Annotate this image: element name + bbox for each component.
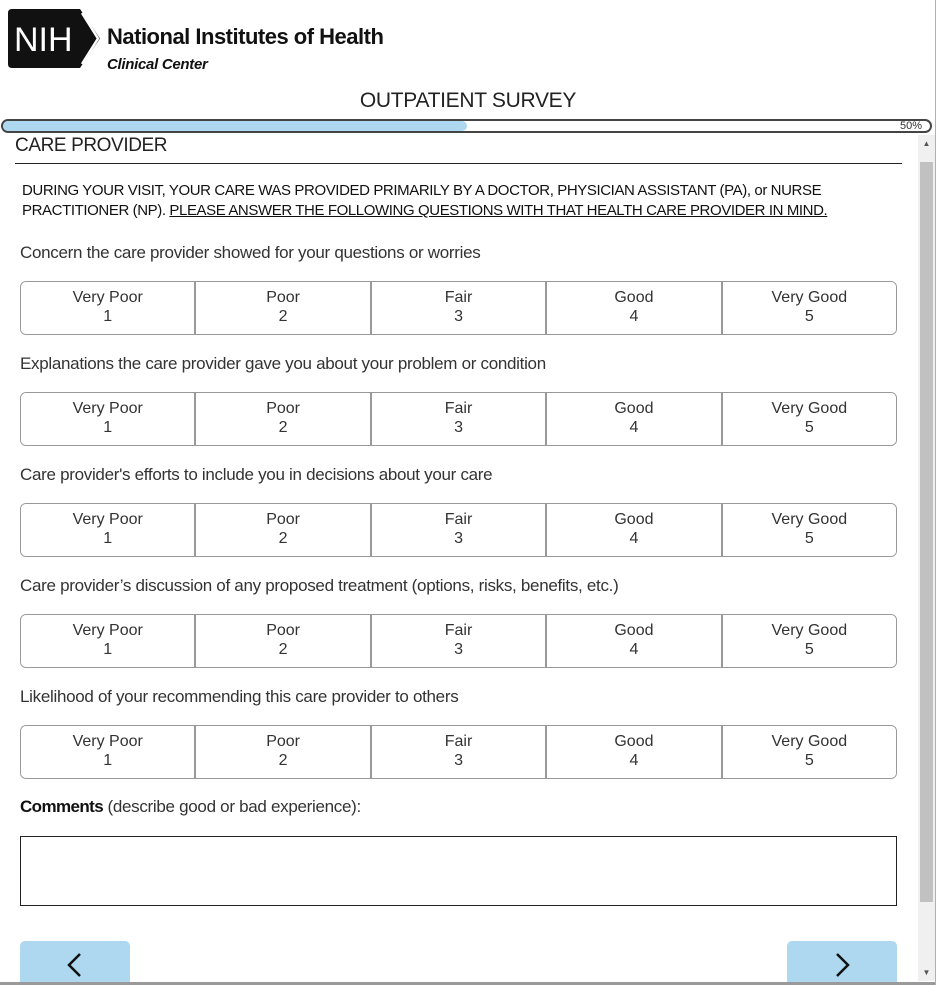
rating-option[interactable] bbox=[21, 504, 196, 556]
rating-option-value: 2 bbox=[278, 308, 288, 325]
org-sub: Clinical Center bbox=[107, 56, 208, 73]
rating-option-label: Fair bbox=[444, 622, 473, 639]
rating-option-value: 2 bbox=[278, 641, 288, 658]
header bbox=[0, 0, 936, 120]
rating-option-value: 5 bbox=[804, 530, 814, 547]
rating-option-label: Good bbox=[614, 511, 654, 528]
rating-option-value: 3 bbox=[454, 308, 463, 325]
rating-option-value: 1 bbox=[103, 641, 113, 658]
rating-option[interactable] bbox=[547, 282, 722, 334]
rating-option-label: Fair bbox=[444, 400, 473, 417]
rating-option-value: 5 bbox=[804, 641, 814, 658]
rating-option-label: Fair bbox=[444, 733, 473, 750]
rating-option-label: Very Good bbox=[771, 622, 848, 639]
rating-option-label: Very Good bbox=[771, 400, 848, 417]
rating-option-label: Fair bbox=[444, 511, 473, 528]
rating-option[interactable] bbox=[372, 282, 547, 334]
section-divider bbox=[15, 163, 902, 164]
rating-option-value: 5 bbox=[804, 419, 814, 436]
rating-option[interactable] bbox=[372, 504, 547, 556]
question-text: Explanations the care provider gave you about your problem or condition bbox=[20, 354, 546, 373]
previous-button[interactable] bbox=[20, 941, 130, 982]
question-text: Concern the care provider showed for your questions or worries bbox=[20, 243, 481, 262]
instructions bbox=[22, 181, 902, 221]
rating-option[interactable] bbox=[723, 726, 896, 778]
org-name: National Institutes of Health bbox=[107, 24, 384, 49]
rating-option-label: Very Poor bbox=[72, 400, 143, 417]
comments-label bbox=[20, 797, 361, 817]
rating-option[interactable] bbox=[547, 615, 722, 667]
rating-option-value: 2 bbox=[278, 419, 288, 436]
rating-option[interactable] bbox=[372, 726, 547, 778]
rating-option-value: 3 bbox=[454, 530, 463, 547]
rating-option-value: 1 bbox=[103, 419, 113, 436]
scrollbar-thumb[interactable] bbox=[920, 162, 933, 902]
instructions-text: DURING YOUR VISIT, YOUR CARE WAS PROVIDED PRIMARILY BY A DOCTOR, PHYSICIAN ASSISTANT (PA), or NURSE PRACTITIONER (NP). bbox=[22, 182, 822, 219]
rating-option-label: Good bbox=[614, 733, 654, 750]
rating-option[interactable] bbox=[196, 282, 371, 334]
rating-option-label: Poor bbox=[266, 511, 300, 528]
question-text: Care provider’s discussion of any proposed treatment (options, risks, benefits, etc.) bbox=[20, 576, 619, 595]
rating-option-label: Very Poor bbox=[72, 622, 143, 639]
rating-option[interactable] bbox=[21, 282, 196, 334]
rating-option-label: Very Good bbox=[771, 511, 848, 528]
scrollbar[interactable] bbox=[918, 135, 935, 981]
next-button[interactable] bbox=[787, 941, 897, 982]
rating-option-label: Very Good bbox=[771, 289, 848, 306]
progress-fill bbox=[3, 121, 467, 131]
rating-option[interactable] bbox=[21, 615, 196, 667]
rating-scale bbox=[20, 281, 897, 335]
rating-option-label: Poor bbox=[266, 733, 300, 750]
rating-option-label: Good bbox=[614, 622, 654, 639]
rating-option-value: 4 bbox=[629, 308, 639, 325]
page-title: OUTPATIENT SURVEY bbox=[359, 89, 577, 112]
rating-option[interactable] bbox=[547, 504, 722, 556]
section-title: CARE PROVIDER bbox=[15, 135, 168, 156]
instructions-emphasis: PLEASE ANSWER THE FOLLOWING QUESTIONS WITH THAT HEALTH CARE PROVIDER IN MIND. bbox=[169, 202, 828, 219]
rating-scale bbox=[20, 614, 897, 668]
rating-option[interactable] bbox=[372, 393, 547, 445]
rating-option-value: 4 bbox=[629, 419, 639, 436]
comments-label-bold: Comments bbox=[20, 797, 104, 816]
rating-option[interactable] bbox=[196, 393, 371, 445]
chevron-right-icon bbox=[832, 951, 852, 979]
logo-abbrev: NIH bbox=[14, 21, 73, 59]
rating-option[interactable] bbox=[196, 504, 371, 556]
rating-option[interactable] bbox=[723, 393, 896, 445]
rating-option-label: Very Good bbox=[771, 733, 848, 750]
rating-option[interactable] bbox=[723, 615, 896, 667]
rating-option-label: Good bbox=[614, 289, 654, 306]
rating-option-value: 2 bbox=[278, 752, 288, 769]
rating-option[interactable] bbox=[547, 393, 722, 445]
rating-option[interactable] bbox=[723, 282, 896, 334]
rating-option-value: 4 bbox=[629, 641, 639, 658]
rating-option-value: 1 bbox=[103, 308, 113, 325]
rating-option-label: Poor bbox=[266, 622, 300, 639]
question-text: Likelihood of your recommending this care provider to others bbox=[20, 687, 459, 706]
rating-scale bbox=[20, 725, 897, 779]
comments-label-hint: (describe good or bad experience): bbox=[103, 797, 361, 816]
rating-option-label: Fair bbox=[444, 289, 473, 306]
rating-option-label: Good bbox=[614, 400, 654, 417]
comments-input[interactable] bbox=[20, 836, 897, 906]
rating-scale bbox=[20, 503, 897, 557]
scroll-down-arrow-icon[interactable]: ▼ bbox=[922, 968, 931, 977]
scroll-up-arrow-icon[interactable]: ▲ bbox=[922, 139, 931, 148]
rating-option[interactable] bbox=[547, 726, 722, 778]
rating-option-value: 1 bbox=[103, 752, 113, 769]
rating-scale bbox=[20, 392, 897, 446]
rating-option[interactable] bbox=[196, 726, 371, 778]
rating-option-value: 3 bbox=[454, 752, 463, 769]
progress-label: 50% bbox=[899, 120, 922, 132]
rating-option-value: 5 bbox=[804, 752, 814, 769]
rating-option[interactable] bbox=[21, 726, 196, 778]
rating-option-label: Very Poor bbox=[72, 511, 143, 528]
rating-option-label: Poor bbox=[266, 289, 300, 306]
rating-option-value: 1 bbox=[103, 530, 113, 547]
nih-logo-icon bbox=[8, 9, 100, 68]
rating-option[interactable] bbox=[196, 615, 371, 667]
question-text: Care provider's efforts to include you in decisions about your care bbox=[20, 465, 493, 484]
rating-option-value: 3 bbox=[454, 419, 463, 436]
chevron-left-icon bbox=[65, 951, 85, 979]
progress-bar bbox=[1, 119, 932, 133]
rating-option-value: 4 bbox=[629, 752, 639, 769]
rating-option[interactable] bbox=[372, 615, 547, 667]
rating-option-value: 3 bbox=[454, 641, 463, 658]
rating-option-value: 5 bbox=[804, 308, 814, 325]
rating-option-label: Very Poor bbox=[72, 733, 143, 750]
rating-option-value: 4 bbox=[629, 530, 639, 547]
rating-option-label: Very Poor bbox=[72, 289, 143, 306]
rating-option[interactable] bbox=[21, 393, 196, 445]
rating-option-label: Poor bbox=[266, 400, 300, 417]
rating-option[interactable] bbox=[723, 504, 896, 556]
rating-option-value: 2 bbox=[278, 530, 288, 547]
